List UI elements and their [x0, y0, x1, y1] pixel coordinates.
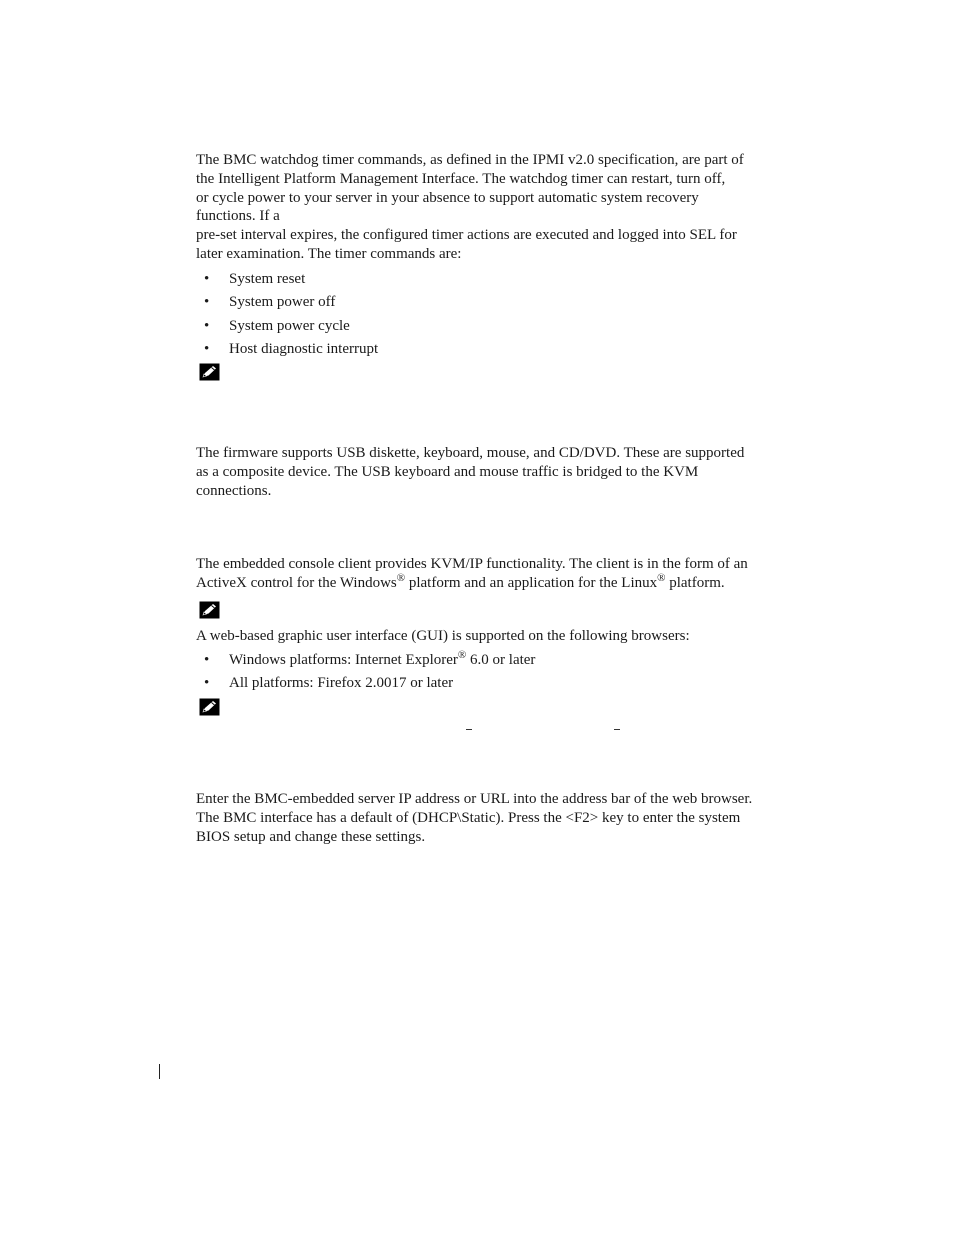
timer-commands-list [196, 270, 378, 364]
bullet: • [204, 271, 210, 287]
watchdog-line: or cycle power to your server in your absence to support automatic system recovery [196, 189, 699, 206]
registered-mark: ® [396, 571, 406, 584]
list-item [196, 293, 378, 316]
bullet: • [204, 294, 210, 311]
dash-mark [466, 729, 472, 730]
list-item-text: Windows platforms: Internet Explorer [229, 652, 458, 668]
usb-line: as a composite device. The USB keyboard and mouse traffic is bridged to the KVM [196, 463, 699, 480]
watchdog-line: pre-set interval expires, the configured timer actions are executed and logged into SEL for [196, 227, 737, 244]
usb-line: The firmware supports USB diskette, keyboard, mouse, and CD/DVD. These are supported [196, 445, 745, 461]
address-line: Enter the BMC-embedded server IP address or URL into the address bar of the web browser. [196, 791, 753, 807]
console-text: platform and an application for the Linux [405, 574, 658, 591]
list-item-text: All platforms: Firefox 2.0017 or later [229, 675, 454, 692]
bullet: • [204, 675, 210, 692]
usb-paragraph [196, 444, 812, 500]
margin-change-bar [159, 1064, 160, 1079]
bullet: • [204, 317, 210, 334]
list-item [196, 674, 535, 697]
registered-mark: ® [657, 571, 666, 584]
list-item-text: System reset [229, 271, 306, 287]
note-pencil-icon [199, 363, 220, 381]
usb-line: connections. [196, 482, 272, 499]
note-pencil-icon [199, 601, 220, 619]
list-item [196, 340, 378, 363]
dash-mark [614, 729, 620, 730]
watchdog-line: functions. If a [196, 208, 280, 225]
list-item [196, 317, 378, 340]
bullet: • [204, 341, 210, 358]
list-item-text: 6.0 or later [466, 652, 536, 668]
list-item-text: Host diagnostic interrupt [229, 341, 379, 358]
watchdog-line: later examination. The timer commands are: [196, 245, 462, 262]
console-line [196, 571, 812, 593]
note-pencil-icon [199, 698, 220, 716]
address-line: BIOS setup and change these settings. [196, 828, 426, 845]
watchdog-line: the Intelligent Platform Management Interface. The watchdog timer can restart, turn off, [196, 170, 726, 187]
watchdog-paragraph [196, 151, 812, 264]
web-gui-line: A web-based graphic user interface (GUI) is supported on the following browsers: [196, 628, 690, 644]
address-line: The BMC interface has a default of (DHCP\Static). Press the <F2> key to enter the system [196, 809, 741, 826]
address-paragraph [196, 790, 812, 846]
list-item [196, 270, 378, 293]
browsers-list [196, 651, 535, 698]
bullet: • [204, 652, 210, 668]
watchdog-line: The BMC watchdog timer commands, as defined in the IPMI v2.0 specification, are part of [196, 152, 744, 168]
list-item-text: System power off [229, 294, 336, 311]
web-gui-paragraph [196, 627, 812, 646]
list-item-text: System power cycle [229, 317, 350, 334]
registered-mark: ® [457, 649, 467, 661]
console-line: The embedded console client provides KVM/IP functionality. The client is in the form of an [196, 556, 748, 572]
console-paragraph [196, 555, 812, 593]
list-item [196, 651, 535, 674]
console-text: ActiveX control for the Windows [196, 574, 397, 591]
console-text: platform. [665, 574, 725, 591]
